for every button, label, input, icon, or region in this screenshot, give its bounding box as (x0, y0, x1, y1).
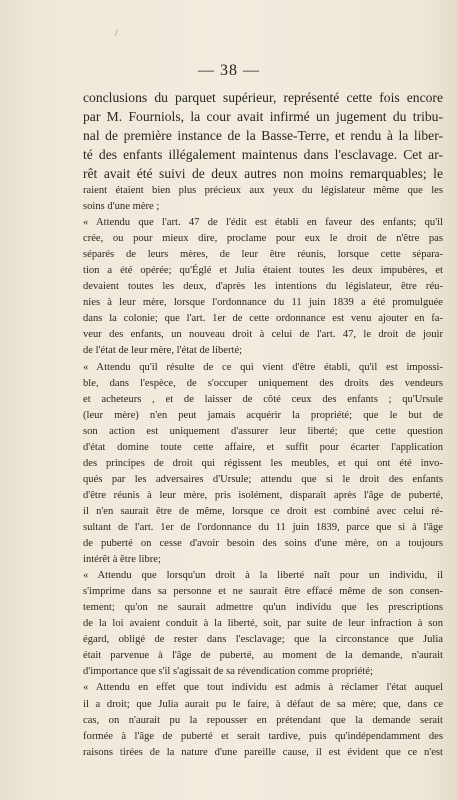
text-line: tion a été opérée; qu'Églé et Julia étaient toutes les deux impubères, et (83, 265, 443, 277)
text-line: « Attendu en effet que tout individu est admis à réclamer l'état auquel (83, 682, 443, 694)
text-line: des principes de droit qui régissent les meubles, et qui ont été invo- (83, 457, 443, 469)
text-line: rêt avait été suivi de deux autres non moins remarquables; le (83, 166, 443, 181)
text-line: d'être réunis à leur mère, pris isolément, disparaît après l'âge de puberté, (83, 489, 443, 501)
text-line: (leur mère) n'en peut jamais acquérir la propriété; que le but de (83, 409, 443, 421)
text-line: « Attendu que lorsqu'un droit à la liberté naît pour un individu, il (83, 570, 443, 582)
text-line: de puberté on cesse d'avoir besoin des soins d'une mère, on a toujours (83, 538, 443, 550)
text-line: « Attendu qu'il résulte de ce qui vient d'être établi, qu'il est impossi- (83, 361, 443, 373)
text-line: tement; qu'on ne saurait admettre qu'un individu que les prescriptions (83, 602, 443, 614)
page-number: — 38 — (198, 62, 260, 79)
corner-mark: / (115, 28, 118, 39)
text-line: il a droit; que Julia aurait pu le faire, à défaut de sa mère; que, dans ce (83, 698, 443, 710)
text-line: raient étaient bien plus précieux aux yeux du législateur même que les (83, 185, 443, 196)
text-line: il n'en saurait être de même, lorsque ce droit est combiné avec celui ré- (83, 505, 443, 517)
text-line: d'importance que s'il s'agissait de sa révendication comme propriété; (83, 666, 373, 678)
text-line: nies à leur mère, lorsque l'ordonnance du 11 juin 1839 a été promulguée (83, 297, 443, 309)
text-line: formée à l'âge de puberté et serait tardive, puis qu'indépendamment des (83, 730, 443, 742)
text-line: raisons tirées de la nature d'une pareille cause, il est évident que ce n'est (83, 746, 443, 758)
text-line: cas, on n'aurait pu la repousser en prétendant que la demande serait (83, 714, 443, 726)
text-line: était parvenue à l'âge de puberté, au moment de la demande, n'aurait (83, 650, 443, 662)
text-line: égard, obligé de rester dans l'esclavage; que la circonstance que Julia (83, 634, 443, 646)
text-line: de la loi avaient conduit à la liberté, soit, par suite de leur infraction à son (83, 618, 443, 630)
text-line: par M. Fourniols, la cour avait infirmé un jugement du tribu- (83, 109, 443, 124)
text-line: ble, dans l'espèce, de s'occuper uniquement des droits des vendeurs (83, 377, 443, 389)
text-line: et acheteurs , et de laisser de côté ceux des enfants ; qu'Ursule (83, 393, 443, 405)
text-line: s'imprime dans sa personne et ne saurait être effacé même de son consen- (83, 586, 443, 598)
text-line: veur des enfants, un nouveau droit à celui de l'art. 47, le droit de jouir (83, 329, 443, 341)
text-line: crée, ou pour mieux dire, proclame pour eux le droit de n'être pas (83, 233, 443, 245)
text-line: sultant de l'art. 1er de l'ordonnance du 11 juin 1839, parce que si à l'âge (83, 521, 443, 533)
text-line: nal de première instance de la Basse-Terre, et rendu à la liber- (83, 128, 443, 143)
text-line: conclusions du parquet supérieur, représenté cette fois encore (83, 90, 443, 105)
text-line: séparés de leurs mères, de leur être réunis, lorsque cette sépara- (83, 249, 443, 261)
text-line: son action est uniquement d'assurer leur liberté; que cette question (83, 425, 443, 437)
text-line: de l'état de leur mère, l'état de liberté; (83, 345, 243, 357)
quoted-judgment (83, 183, 443, 761)
text-line: devaient toutes les deux, d'après les intentions du législateur, être réu- (83, 281, 443, 293)
text-line: d'état domine toute cette affaire, et suffit pour écarter l'application (83, 441, 443, 453)
text-line: « Attendu que l'art. 47 de l'édit est établi en faveur des enfants; qu'il (83, 217, 443, 229)
intro-paragraph (83, 88, 443, 183)
text-line: dans la colonie; que l'art. 1er de cette ordonnance est venu ajouter en fa- (83, 313, 443, 325)
text-line: qués par les adversaires d'Ursule; attendu que si le droit des enfants (83, 473, 443, 485)
text-line: soins d'une mère ; (83, 201, 160, 213)
text-line: té des enfants illégalement maintenus dans l'esclavage. Cet ar- (83, 147, 443, 162)
text-line: intérêt à être libre; (83, 554, 161, 566)
